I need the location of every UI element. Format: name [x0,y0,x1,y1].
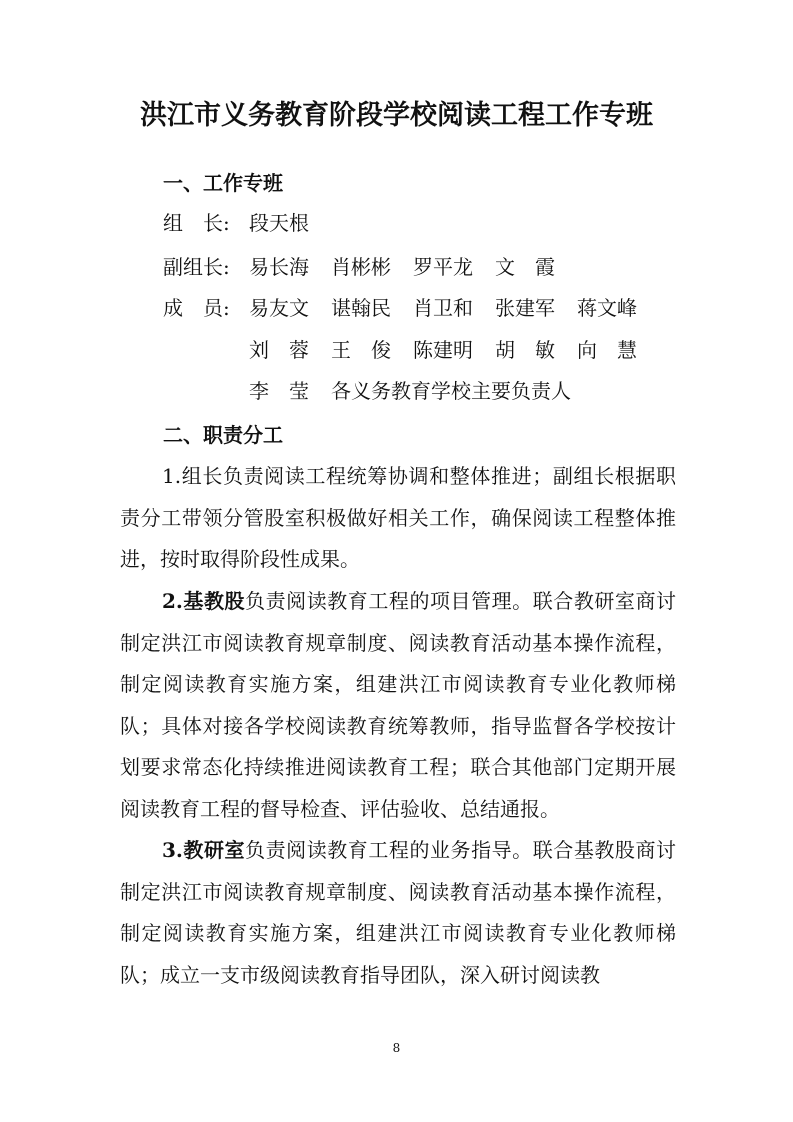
members-label: 成 员: [163,296,230,320]
leader-name: 段天根 [249,211,309,235]
paragraph-research-office-duties [120,830,676,996]
section-heading-work-team: 一、工作专班 [163,171,283,195]
member-name: 向 慧 [577,338,637,362]
department-name: 3.教研室 [162,838,246,862]
section-heading-responsibilities: 二、职责分工 [163,423,283,447]
leader-line [163,208,331,238]
member-name: 易友文 [249,296,309,320]
members-line-1 [163,293,659,323]
paragraph-leader-duties: 1.组长负责阅读工程统筹协调和整体推进；副组长根据职责分工带领分管股室积极做好相关工作，确保阅读工程整体推进，按时取得阶段性成果。 [120,464,676,571]
deputy-name: 肖彬彬 [331,255,391,279]
member-name: 陈建明 [413,338,473,362]
deputy-name: 易长海 [249,255,309,279]
member-name: 王 俊 [331,338,391,362]
paragraph-body: 负责阅读教育工程的项目管理。联合教研室商讨制定洪江市阅读教育规章制度、阅读教育活动基本操作流程，制定阅读教育实施方案，组建洪江市阅读教育专业化教师梯队；具体对接各学校阅读教育统筹教师，指导监督各学校按计划要求常态化持续推进阅读教育工程；联合其他部门定期开展阅读教育工程的督导检查、评估验收、总结通报。 [120,589,677,821]
leader-label: 组 长: [163,211,230,235]
member-name: 张建军 [495,296,555,320]
deputy-line [163,252,577,282]
member-name: 肖卫和 [413,296,473,320]
members-line-3 [249,376,593,406]
paragraph-body: 负责阅读教育工程的业务指导。联合基教股商讨制定洪江市阅读教育规章制度、阅读教育活动基本操作流程，制定阅读教育实施方案，组建洪江市阅读教育专业化教师梯队；成立一支市级阅读教育指导团队，深入研讨阅读教 [120,838,677,987]
member-name: 胡 敏 [495,338,555,362]
document-title: 洪江市义务教育阶段学校阅读工程工作专班 [140,100,653,131]
member-name: 谌翰民 [331,296,391,320]
paragraph-basic-education-duties [120,581,676,830]
page-number: 8 [392,1041,401,1055]
member-name: 蒋文峰 [577,296,637,320]
deputy-name: 罗平龙 [413,255,473,279]
member-name: 李 莹 [249,379,309,403]
members-line-2 [249,335,659,365]
deputy-label: 副组长: [163,255,230,279]
deputy-name: 文 霞 [495,255,555,279]
department-name: 2.基教股 [162,589,246,613]
member-name: 各义务教育学校主要负责人 [331,379,571,403]
member-name: 刘 蓉 [249,338,309,362]
